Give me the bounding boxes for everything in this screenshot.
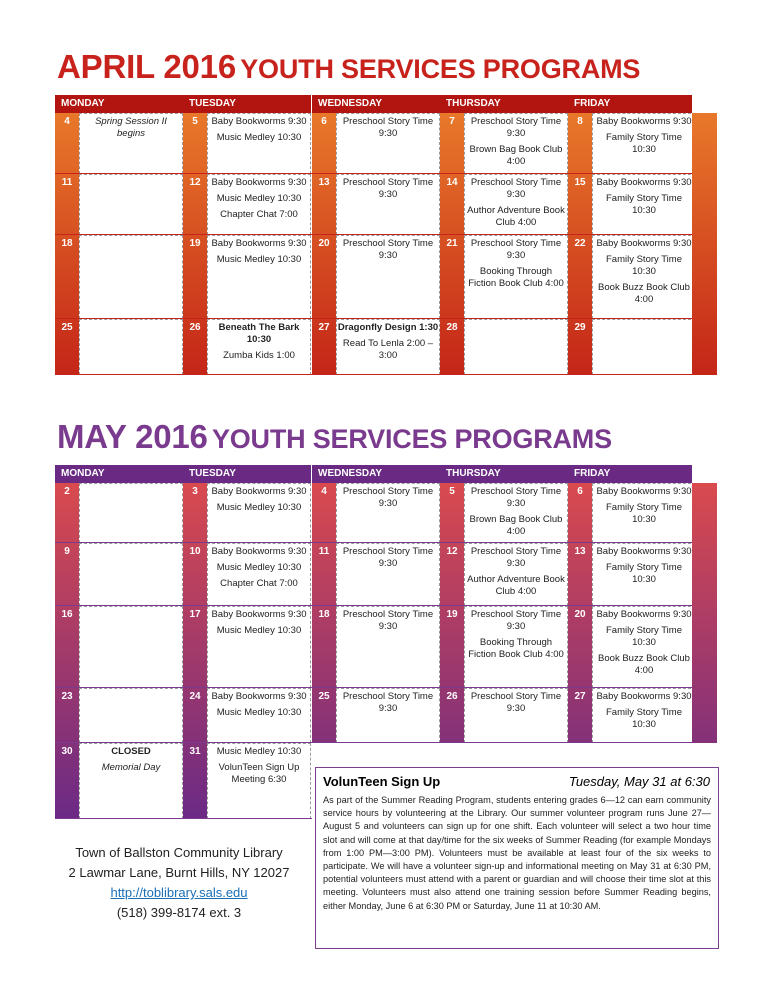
- event-text: Music Medley 10:30: [216, 746, 302, 757]
- may-title: MAY 2016 YOUTH SERVICES PROGRAMS: [57, 418, 612, 455]
- event-text: Preschool Story Time 9:30: [470, 238, 562, 261]
- event-text: Preschool Story Time 9:30: [470, 609, 562, 632]
- date-number: 12: [183, 174, 207, 235]
- day-cell: [336, 543, 440, 606]
- day-cell: [592, 235, 696, 319]
- event-text: Family Story Time 10:30: [605, 132, 682, 155]
- event-text: Baby Bookworms 9:30: [596, 177, 692, 188]
- day-cell: [207, 235, 311, 319]
- event-text: Preschool Story Time 9:30: [342, 238, 434, 261]
- date-number: 11: [55, 174, 79, 235]
- day-cell: [79, 543, 183, 606]
- week-sidebar: [692, 174, 717, 235]
- week-sidebar: [692, 319, 717, 375]
- date-number: 4: [55, 113, 79, 174]
- event-text: Baby Bookworms 9:30: [596, 691, 692, 702]
- week-sidebar: [692, 483, 717, 543]
- day-header-friday: FRIDAY: [568, 465, 692, 483]
- day-cell: [464, 174, 568, 235]
- date-number: 18: [55, 235, 79, 319]
- date-number: 13: [312, 174, 336, 235]
- day-cell: [592, 543, 696, 606]
- date-number: 29: [568, 319, 592, 375]
- event-text: Preschool Story Time 9:30: [342, 116, 434, 139]
- row-divider: [55, 374, 692, 375]
- event-text: Baby Bookworms 9:30: [596, 238, 692, 249]
- day-cell: [464, 235, 568, 319]
- event-text: Preschool Story Time 9:30: [470, 691, 562, 714]
- date-number: 6: [312, 113, 336, 174]
- event-text: Music Medley 10:30: [216, 193, 302, 204]
- day-cell: [79, 606, 183, 688]
- event-text: Brown Bag Book Club 4:00: [469, 514, 563, 537]
- day-header-tuesday: TUESDAY: [183, 95, 311, 113]
- library-street: 2 Lawmar Lane, Burnt Hills, NY 12027: [68, 865, 290, 880]
- day-cell: [336, 235, 440, 319]
- event-text: Preschool Story Time 9:30: [342, 609, 434, 632]
- date-number: 14: [440, 174, 464, 235]
- event-text: Spring Session II begins: [95, 116, 167, 139]
- event-text: Memorial Day: [101, 762, 161, 773]
- event-text: Read To Lenla 2:00 – 3:00: [342, 338, 434, 361]
- day-cell: [207, 483, 311, 543]
- day-cell: [592, 113, 696, 174]
- date-number: 15: [568, 174, 592, 235]
- event-text: Baby Bookworms 9:30: [211, 177, 307, 188]
- date-number: 28: [440, 319, 464, 375]
- date-number: 22: [568, 235, 592, 319]
- day-cell: [336, 113, 440, 174]
- date-number: 7: [440, 113, 464, 174]
- date-number: 27: [568, 688, 592, 743]
- event-text: Preschool Story Time 9:30: [470, 486, 562, 509]
- library-address: [55, 843, 303, 923]
- event-text: Preschool Story Time 9:30: [342, 486, 434, 509]
- day-cell: [207, 543, 311, 606]
- event-text: Preschool Story Time 9:30: [470, 177, 562, 200]
- event-text: Chapter Chat 7:00: [220, 578, 298, 589]
- volunteen-description: As part of the Summer Reading Program, students entering grades 6—12 can earn community service hours by volunteering at the Library. Our summer volunteer program runs June 27—August 5 and volunteers can sign up for one shift. Each volunteer will select a two hour time slot and will come at that day/time for the six weeks of Summer Reading (for example Mondays from 1:00 PM—3:00 PM). Volunteers must be available at least four of the six weeks to participate. We will have a volunteer sign-up and informational meeting on May 31 at 6:30 PM, potential volunteers must attend with a parent or guardian and will choose their time slot at this meeting. Volunteers must also attend one training session before Summer Reading begins, either Monday, June 6 at 6:30 PM or Saturday, June 11 at 10:30 AM.: [323, 795, 711, 911]
- event-text: CLOSED: [111, 746, 151, 757]
- event-text: Zumba Kids 1:00: [223, 350, 295, 361]
- event-text: Booking Through Fiction Book Club 4:00: [468, 637, 564, 660]
- day-cell: [464, 543, 568, 606]
- date-number: 4: [312, 483, 336, 543]
- april-title: APRIL 2016 YOUTH SERVICES PROGRAMS: [57, 48, 641, 85]
- date-number: 17: [183, 606, 207, 688]
- volunteen-box: [315, 767, 719, 949]
- event-text: Chapter Chat 7:00: [220, 209, 298, 220]
- event-text: Music Medley 10:30: [216, 562, 302, 573]
- week-sidebar: [692, 543, 717, 606]
- day-header-tuesday: TUESDAY: [183, 465, 311, 483]
- event-text: Booking Through Fiction Book Club 4:00: [468, 266, 564, 289]
- day-cell: [207, 319, 311, 375]
- event-text: Family Story Time 10:30: [605, 625, 682, 648]
- date-number: 18: [312, 606, 336, 688]
- date-number: 30: [55, 743, 79, 819]
- date-number: 27: [312, 319, 336, 375]
- week-sidebar: [692, 606, 717, 688]
- date-number: 19: [183, 235, 207, 319]
- day-cell: [207, 113, 311, 174]
- day-cell: [79, 743, 183, 819]
- event-text: Music Medley 10:30: [216, 132, 302, 143]
- day-cell: [336, 319, 440, 375]
- event-text: Brown Bag Book Club 4:00: [469, 144, 563, 167]
- day-header-monday: MONDAY: [55, 95, 183, 113]
- day-header-friday: FRIDAY: [568, 95, 692, 113]
- date-number: 20: [312, 235, 336, 319]
- event-text: Family Story Time 10:30: [605, 502, 682, 525]
- day-cell: [207, 174, 311, 235]
- date-number: 9: [55, 543, 79, 606]
- event-text: Music Medley 10:30: [216, 254, 302, 265]
- row-divider: [55, 818, 312, 819]
- event-text: Preschool Story Time 9:30: [470, 116, 562, 139]
- day-cell: [336, 174, 440, 235]
- day-cell: [464, 483, 568, 543]
- date-number: 6: [568, 483, 592, 543]
- date-number: 23: [55, 688, 79, 743]
- library-name: Town of Ballston Community Library: [75, 845, 283, 860]
- date-number: 26: [183, 319, 207, 375]
- date-number: 25: [312, 688, 336, 743]
- event-text: Dragonfly Design 1:30: [337, 322, 439, 333]
- event-text: Baby Bookworms 9:30: [596, 116, 692, 127]
- event-text: Music Medley 10:30: [216, 707, 302, 718]
- event-text: Family Story Time 10:30: [605, 254, 682, 277]
- event-text: Baby Bookworms 9:30: [211, 609, 307, 620]
- event-text: Music Medley 10:30: [216, 502, 302, 513]
- day-cell: [592, 174, 696, 235]
- event-text: Baby Bookworms 9:30: [211, 486, 307, 497]
- event-text: Book Buzz Book Club 4:00: [598, 653, 690, 676]
- day-header-thursday: THURSDAY: [440, 465, 568, 483]
- day-header-wednesday: WEDNESDAY: [312, 95, 440, 113]
- day-cell: [464, 113, 568, 174]
- day-cell: [79, 688, 183, 743]
- day-header-monday: MONDAY: [55, 465, 183, 483]
- date-number: 16: [55, 606, 79, 688]
- event-text: Baby Bookworms 9:30: [211, 116, 307, 127]
- date-number: 5: [183, 113, 207, 174]
- week-sidebar: [692, 235, 717, 319]
- event-text: Baby Bookworms 9:30: [596, 546, 692, 557]
- week-sidebar: [692, 113, 717, 174]
- event-text: Baby Bookworms 9:30: [211, 691, 307, 702]
- date-number: 13: [568, 543, 592, 606]
- date-number: 11: [312, 543, 336, 606]
- event-text: Preschool Story Time 9:30: [342, 177, 434, 200]
- day-cell: [464, 606, 568, 688]
- day-cell: [592, 688, 696, 743]
- event-text: Preschool Story Time 9:30: [342, 546, 434, 569]
- day-cell: [592, 319, 696, 375]
- day-cell: [336, 688, 440, 743]
- event-text: Preschool Story Time 9:30: [342, 691, 434, 714]
- date-number: 12: [440, 543, 464, 606]
- date-number: 26: [440, 688, 464, 743]
- day-cell: [207, 743, 311, 819]
- day-cell: [336, 483, 440, 543]
- date-number: 24: [183, 688, 207, 743]
- day-cell: [79, 174, 183, 235]
- event-text: Baby Bookworms 9:30: [211, 546, 307, 557]
- day-cell: [464, 319, 568, 375]
- event-text: Baby Bookworms 9:30: [596, 486, 692, 497]
- date-number: 2: [55, 483, 79, 543]
- event-text: Family Story Time 10:30: [605, 193, 682, 216]
- event-text: Preschool Story Time 9:30: [470, 546, 562, 569]
- day-cell: [79, 483, 183, 543]
- date-number: 25: [55, 319, 79, 375]
- event-text: VolunTeen Sign Up Meeting 6:30: [218, 762, 300, 785]
- library-website-link[interactable]: http://toblibrary.sals.edu: [110, 885, 248, 900]
- day-cell: [592, 606, 696, 688]
- event-text: Family Story Time 10:30: [605, 562, 682, 585]
- date-number: 19: [440, 606, 464, 688]
- day-cell: [79, 319, 183, 375]
- date-number: 5: [440, 483, 464, 543]
- date-number: 8: [568, 113, 592, 174]
- day-cell: [79, 113, 183, 174]
- date-number: 31: [183, 743, 207, 819]
- day-header-thursday: THURSDAY: [440, 95, 568, 113]
- volunteen-date: Tuesday, May 31 at 6:30: [568, 774, 710, 789]
- event-text: Beneath The Bark 10:30: [218, 322, 300, 345]
- event-text: Baby Bookworms 9:30: [596, 609, 692, 620]
- event-text: Author Adventure Book Club 4:00: [467, 205, 565, 228]
- day-cell: [207, 606, 311, 688]
- date-number: 20: [568, 606, 592, 688]
- day-cell: [336, 606, 440, 688]
- day-cell: [207, 688, 311, 743]
- day-cell: [464, 688, 568, 743]
- day-cell: [79, 235, 183, 319]
- week-sidebar: [692, 688, 717, 743]
- event-text: Book Buzz Book Club 4:00: [598, 282, 690, 305]
- event-text: Author Adventure Book Club 4:00: [467, 574, 565, 597]
- event-text: Music Medley 10:30: [216, 625, 302, 636]
- library-phone: (518) 399-8174 ext. 3: [116, 905, 242, 920]
- date-number: 3: [183, 483, 207, 543]
- event-text: Family Story Time 10:30: [605, 707, 682, 730]
- date-number: 10: [183, 543, 207, 606]
- day-cell: [592, 483, 696, 543]
- event-text: Baby Bookworms 9:30: [211, 238, 307, 249]
- volunteen-title: VolunTeen Sign Up: [323, 774, 441, 789]
- day-header-wednesday: WEDNESDAY: [312, 465, 440, 483]
- date-number: 21: [440, 235, 464, 319]
